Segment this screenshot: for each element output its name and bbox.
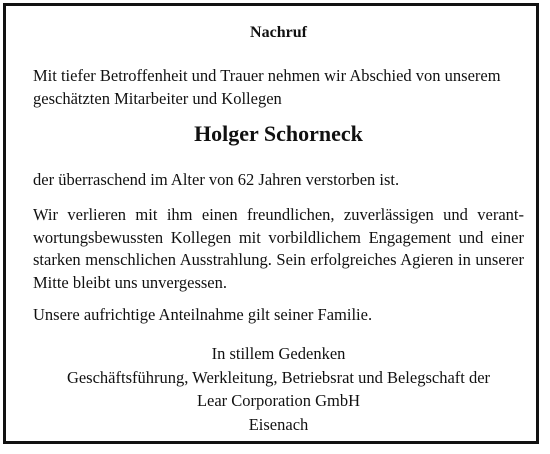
condolence-line: Unsere aufrichtige Anteilnahme gilt seiner Familie.	[33, 305, 373, 324]
memory-line: In stillem Gedenken	[211, 344, 346, 363]
city-name: Eisenach	[248, 414, 309, 434]
closing-block	[23, 342, 534, 436]
obituary-notice	[3, 3, 539, 444]
signatories-line: Geschäftsführung, Werkleitung, Betriebsrat und Belegschaft der	[66, 367, 491, 387]
age-line: der überraschend im Alter von 62 Jahren verstorben ist.	[33, 170, 400, 189]
deceased-name: Holger Schorneck	[194, 121, 363, 146]
notice-title: Nachruf	[250, 24, 307, 41]
tribute-paragraph: Wir verlieren mit ihm einen freundlichen, zuverlässigen und verant-wortungsbewussten Kollegen mit vorbildlichem Engagement und einer starken menschlichen Ausstrahlung. Sein erfolgreiches Agieren in unserer Mitte bleibt uns unvergessen.	[33, 205, 524, 292]
intro-paragraph: Mit tiefer Betroffenheit und Trauer nehmen wir Abschied von unserem geschätzten Mitarbeiter und Kollegen	[33, 66, 501, 108]
company-name: Lear Corporation GmbH	[196, 391, 361, 410]
